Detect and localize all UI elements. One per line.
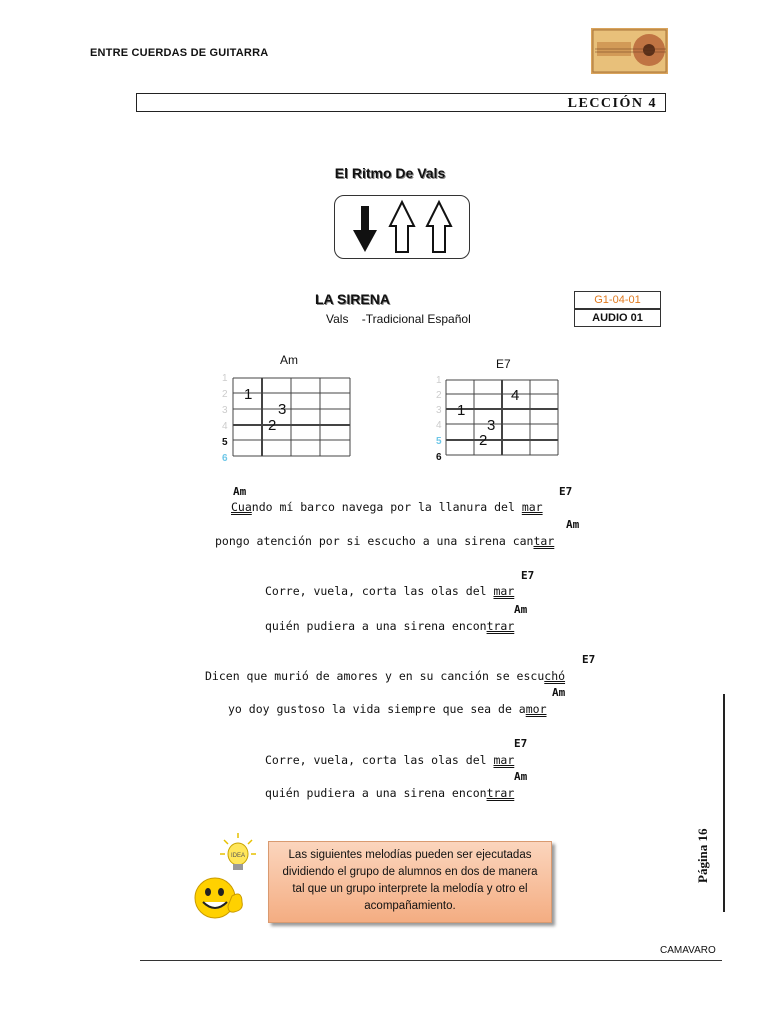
string-number: 4 — [436, 420, 442, 431]
lyric-line: Corre, vuela, corta las olas del mar — [265, 753, 515, 767]
chord-label: E7 — [582, 653, 596, 666]
chord-label: Am — [552, 686, 566, 699]
string-number: 3 — [222, 405, 228, 416]
down-arrow-icon — [353, 206, 377, 252]
chord-label: Am — [514, 603, 528, 616]
finger-number: 4 — [511, 387, 520, 404]
lesson-banner — [136, 93, 666, 112]
song-title: LA SIRENA — [315, 291, 390, 307]
chord-label: E7 — [521, 569, 535, 582]
chord-name-am: Am — [280, 353, 298, 367]
finger-number: 1 — [457, 402, 466, 419]
finger-number: 1 — [244, 386, 253, 403]
string-number: 3 — [436, 405, 442, 416]
finger-number: 2 — [479, 432, 488, 449]
song-code: G1-04-01 — [574, 291, 661, 309]
chord-diagram-am — [215, 368, 365, 468]
chord-label: E7 — [514, 737, 528, 750]
rhythm-pattern-box — [334, 195, 470, 259]
chord-label: Am — [566, 518, 580, 531]
chord-label: Am — [233, 485, 247, 498]
string-number: 2 — [436, 390, 442, 401]
string-number: 2 — [222, 389, 228, 400]
lyric-line: Dicen que murió de amores y en su canción se escuchó — [205, 669, 566, 683]
song-subtitle: Vals -Tradicional Español — [326, 312, 471, 326]
string-number: 4 — [222, 421, 228, 432]
finger-number: 3 — [278, 401, 287, 418]
string-number: 5 — [222, 437, 228, 448]
string-number: 6 — [222, 453, 228, 464]
smiley-idea-bulb-icon — [190, 830, 260, 926]
lyric-line: Corre, vuela, corta las olas del mar — [265, 584, 515, 598]
document-header-title: ENTRE CUERDAS DE GUITARRA — [90, 47, 269, 59]
string-number: 6 — [436, 452, 442, 463]
lyric-line: yo doy gustoso la vida siempre que sea de amor — [228, 702, 547, 716]
svg-text:IDEA: IDEA — [230, 853, 246, 859]
up-arrow-icon — [390, 202, 414, 252]
lyric-line: quién pudiera a una sirena encontrar — [265, 786, 515, 800]
lyric-line: quién pudiera a una sirena encontrar — [265, 619, 515, 633]
rhythm-title: El Ritmo De Vals — [334, 165, 446, 181]
chord-label: E7 — [559, 485, 573, 498]
lyric-line: pongo atención por si escucho a una sirena cantar — [215, 534, 555, 548]
vintage-guitar-logo-icon — [591, 28, 668, 74]
finger-number: 3 — [487, 417, 496, 434]
up-arrow-icon — [427, 202, 451, 252]
chord-diagram-e7 — [430, 372, 580, 472]
audio-track-label: AUDIO 01 — [574, 309, 661, 327]
chord-label: Am — [514, 770, 528, 783]
chord-name-e7: E7 — [496, 357, 511, 371]
string-number: 5 — [436, 436, 442, 447]
lesson-label: LECCIÓN 4 — [567, 96, 657, 111]
string-number: 1 — [222, 373, 228, 384]
finger-number: 2 — [268, 417, 277, 434]
lyric-line: Cuando mí barco navega por la llanura del mar — [231, 500, 543, 514]
teaching-note: Las siguientes melodías pueden ser ejecutadas dividiendo el grupo de alumnos en dos de manera tal que un grupo interprete la melodía y otro el acompañamiento. — [268, 841, 552, 923]
page-number: Página 16 — [695, 828, 710, 883]
string-number: 1 — [436, 375, 442, 386]
footer-author: CAMAVARO — [660, 945, 716, 956]
song-code-box — [574, 291, 661, 328]
footer-rule — [140, 960, 722, 961]
